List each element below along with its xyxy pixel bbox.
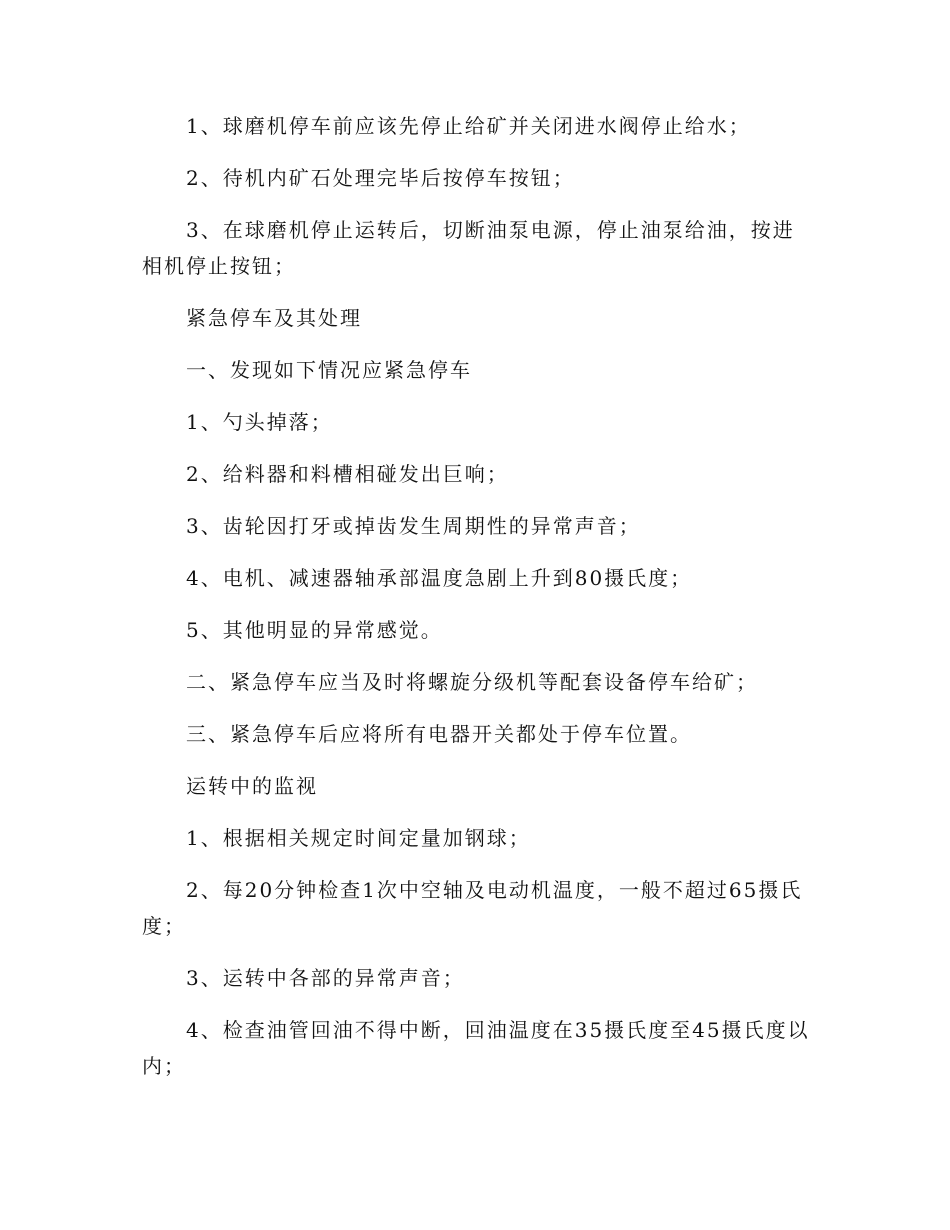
section-heading: 运转中的监视 [186, 774, 318, 798]
paragraph: 2、每20分钟检查1次中空轴及电动机温度，一般不超过65摄氏度； [142, 878, 803, 938]
paragraph: 3、在球磨机停止运转后，切断油泵电源，停止油泵给油，按进相机停止按钮； [142, 218, 795, 278]
document-body [142, 108, 812, 1100]
paragraph: 二、紧急停车应当及时将螺旋分级机等配套设备停车给矿； [186, 670, 758, 694]
section-heading: 紧急停车及其处理 [186, 306, 362, 330]
paragraph: 3、齿轮因打牙或掉齿发生周期性的异常声音； [186, 514, 641, 538]
paragraph: 2、待机内矿石处理完毕后按停车按钮； [186, 166, 575, 190]
paragraph: 3、运转中各部的异常声音； [186, 966, 465, 990]
paragraph: 1、球磨机停车前应该先停止给矿并关闭进水阀停止给水； [186, 114, 751, 138]
paragraph: 三、紧急停车后应将所有电器开关都处于停车位置。 [186, 722, 692, 746]
paragraph: 2、给料器和料槽相碰发出巨响； [186, 462, 509, 486]
paragraph: 4、检查油管回油不得中断，回油温度在35摄氏度至45摄氏度以内； [142, 1018, 810, 1078]
paragraph: 一、发现如下情况应紧急停车 [186, 358, 472, 382]
paragraph: 5、其他明显的异常感觉。 [186, 618, 443, 642]
paragraph: 1、根据相关规定时间定量加钢球； [186, 826, 531, 850]
paragraph: 1、勺头掉落； [186, 410, 333, 434]
paragraph: 4、电机、减速器轴承部温度急剧上升到80摄氏度； [186, 566, 693, 590]
